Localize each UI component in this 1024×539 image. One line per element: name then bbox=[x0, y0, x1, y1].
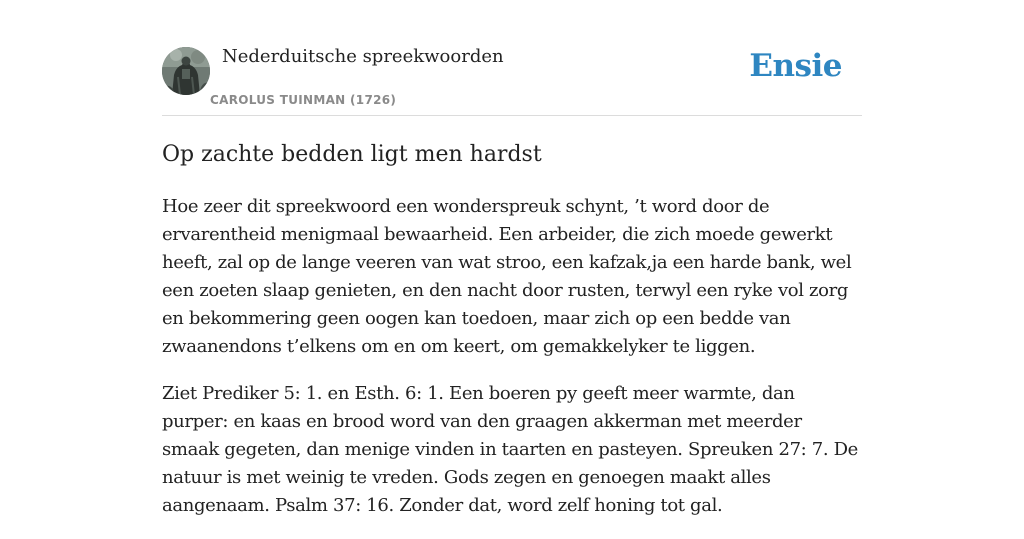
brand-logo[interactable]: Ensie bbox=[749, 48, 842, 84]
entry-body bbox=[162, 193, 862, 520]
entry-title: Op zachte bedden ligt men hardst bbox=[162, 142, 542, 167]
header bbox=[162, 0, 862, 116]
statue-portrait-icon[interactable] bbox=[162, 47, 210, 95]
book-title[interactable]: Nederduitsche spreekwoorden bbox=[222, 46, 504, 67]
page bbox=[162, 0, 862, 539]
entry-paragraph: Hoe zeer dit spreekwoord een wonderspreuk schynt, ’t word door de ervarentheid menigmaal bewaarheid. Een arbeider, die zich moede gewerkt heeft, zal op de lange veeren van wat stroo, een kafzak,ja een harde bank, wel een zoeten slaap genieten, en den nacht door rusten, terwyl een ryke vol zorg en bekommering geen oogen kan toedoen, maar zich op een bedde van zwaanendons t’elkens om en om keert, om gemakkelyker te liggen. bbox=[162, 196, 852, 357]
author-label[interactable]: CAROLUS TUINMAN (1726) bbox=[210, 93, 397, 107]
entry-paragraph: Ziet Prediker 5: 1. en Esth. 6: 1. Een boeren py geeft meer warmte, dan purper: en kaas en brood word van den graagen akkerman met meerder smaak gegeten, dan menige vinden in taarten en pasteyen. Spreuken 27: 7. De natuur is met weinig te vreden. Gods zegen en genoegen maakt alles aangenaam. Psalm 37: 16. Zonder dat, word zelf honing tot gal. bbox=[162, 383, 858, 516]
